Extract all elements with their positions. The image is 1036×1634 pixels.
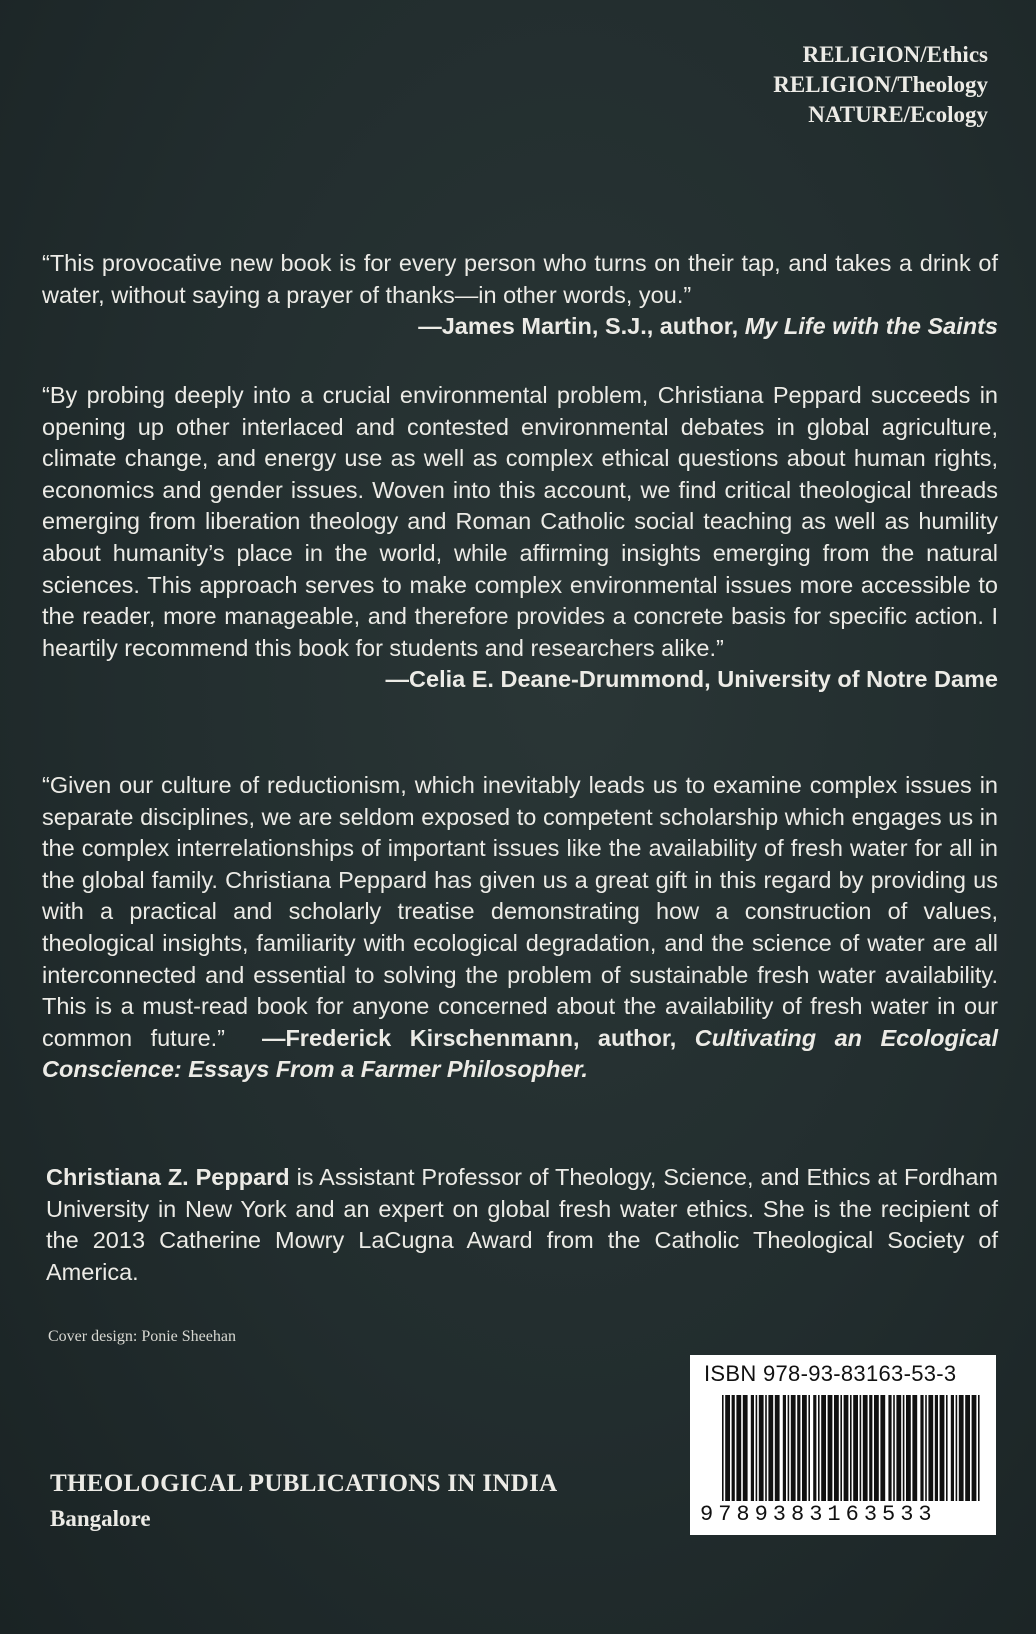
barcode-bars — [720, 1395, 982, 1501]
quote-body: “Given our culture of reductionism, which inevitably leads us to examine complex issues in separate disciplines, we are seldom exposed to competent scholarship which engages us in the complex interrelationships of important issues like the availability of fresh water for all in the global family. Christiana Peppard has given us a great gift in this regard by providing us with a practical and scholarly treatise demonstrating how a construction of values, theological insights, familiarity with ecological degradation, and the science of water are all interconnected and essential to solving the problem of sustainable fresh water availability. This is a must-read book for anyone concerned about the availability of fresh water in our common future.” — [42, 772, 998, 1051]
isbn-barcode — [690, 1355, 996, 1535]
isbn-number: ISBN 978-93-83163-53-3 — [704, 1361, 957, 1386]
bio-text: is Assistant Professor of Theology, Science, and Ethics at Fordham University in New York and an expert on global fresh water ethics. She is the recipient of the 2013 Catherine Mowry LaCugna Award from the Catholic Theological Society of America. — [46, 1164, 998, 1285]
endorsement-quote-3 — [42, 770, 998, 1086]
quote-attribution: —Celia E. Deane-Drummond, University of Notre Dame — [385, 666, 998, 693]
quote-text: “This provocative new book is for every person who turns on their tap, and takes a drink of water, without saying a prayer of thanks—in other words, you.” — [42, 250, 998, 308]
quote-text: “By probing deeply into a crucial environmental problem, Christiana Peppard succeeds in opening up other interlaced and contested environmental debates in global agriculture, climate change, and energy use as well as complex ethical questions about human rights, economics and gender issues. Woven into this account, we find critical theological threads emerging from liberation theology and Roman Catholic social teaching as well as humility about humanity’s place in the world, while affirming insights emerging from the natural sciences. This approach serves to make complex environmental issues more accessible to the reader, more manageable, and therefore provides a concrete basis for specific action. I heartily recommend this book for students and researchers alike.” — [42, 382, 998, 661]
attribution-author: —James Martin, S.J., author, — [418, 313, 745, 340]
publisher-block — [50, 1470, 557, 1532]
subject-categories — [773, 40, 988, 130]
endorsement-quote-1 — [42, 248, 998, 343]
quote-attribution — [42, 311, 998, 343]
author-name: Christiana Z. Peppard — [46, 1164, 290, 1190]
publisher-name: THEOLOGICAL PUBLICATIONS IN INDIA — [50, 1470, 558, 1497]
attribution-work: Cultivating an Ecological Conscience: Essays From a Farmer Philosopher. — [42, 1024, 998, 1083]
category-3: NATURE/Ecology — [808, 102, 988, 127]
publisher-city: Bangalore — [50, 1506, 151, 1531]
author-bio — [46, 1162, 998, 1288]
barcode-digits: 9789383163533 — [700, 1502, 937, 1527]
category-2: RELIGION/Theology — [773, 72, 988, 97]
category-1: RELIGION/Ethics — [802, 42, 988, 67]
quote-text — [42, 770, 998, 1086]
attribution-author: —Frederick Kirschenmann, author, — [261, 1024, 695, 1051]
cover-design-credit: Cover design: Ponie Sheehan — [48, 1328, 236, 1345]
endorsement-quote-2 — [42, 380, 998, 696]
attribution-work: My Life with the Saints — [744, 313, 998, 340]
